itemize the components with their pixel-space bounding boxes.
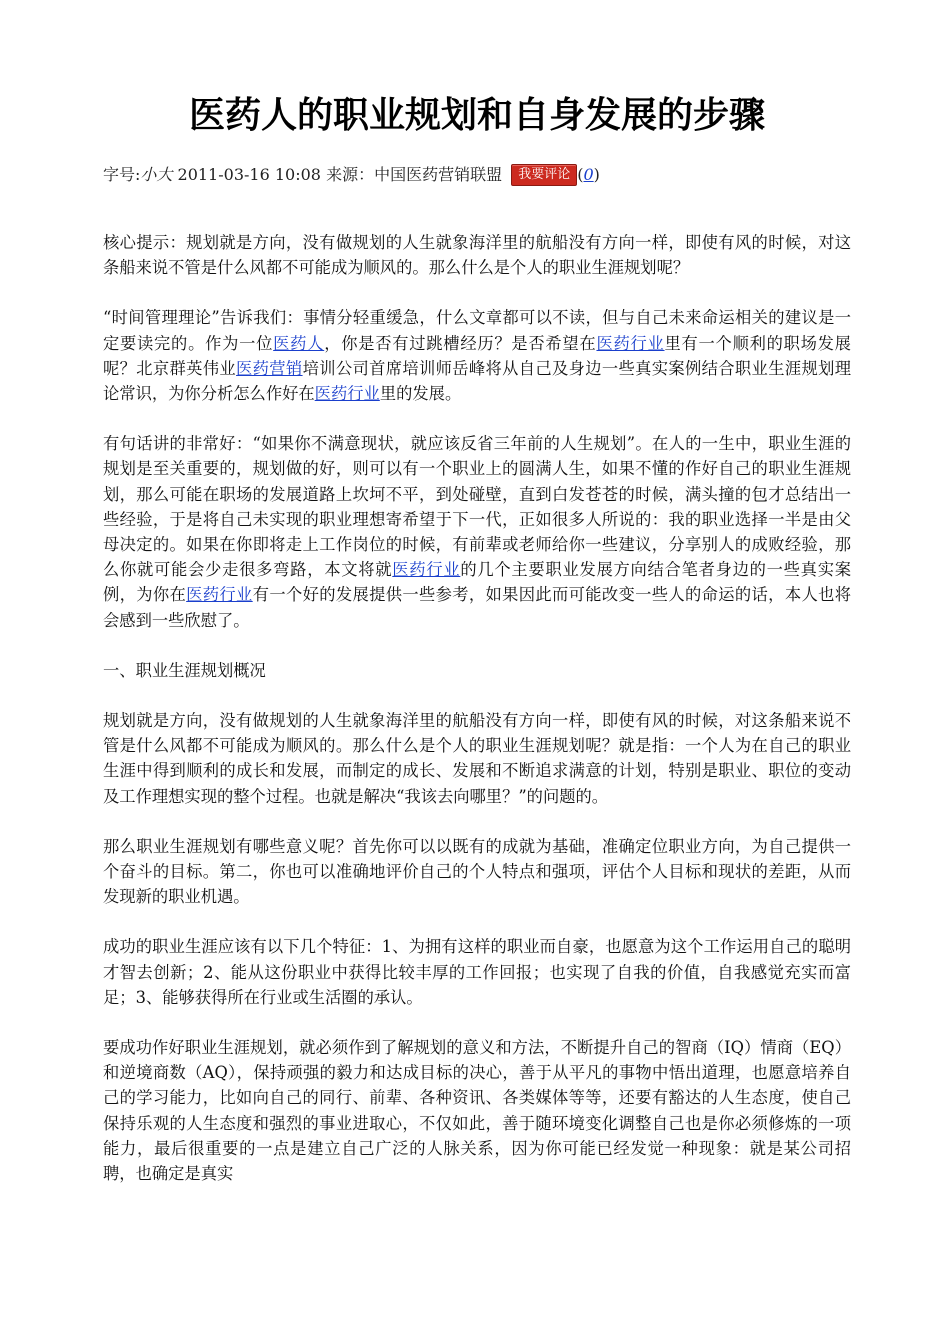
- link-pharma-industry[interactable]: 医药行业: [596, 333, 665, 353]
- link-pharma-industry[interactable]: 医药行业: [392, 560, 461, 580]
- author: 小大: [140, 165, 173, 184]
- source-label: 来源：: [326, 165, 375, 184]
- paragraph-text: 培训公司首席培训师岳峰将从自己及身边一些真实案例结合职业生涯规划理论常识，为你分析怎么作好在: [103, 358, 851, 404]
- comment-paren-open: (: [577, 165, 584, 184]
- page-title: 医药人的职业规划和自身发展的步骤: [188, 95, 765, 136]
- link-pharma-industry[interactable]: 医药行业: [314, 384, 380, 404]
- link-pharma-industry[interactable]: 医药行业: [186, 585, 253, 605]
- paragraph-text: 里有一个顺利的职场发展呢？北京群英伟业: [103, 333, 851, 378]
- paragraph-text: 的几个主要职业发展方向结合笔者身边的一些真实案例，为你在: [103, 560, 851, 605]
- paragraph-text: 里的发展。: [379, 384, 462, 404]
- paragraph-7: 要成功作好职业生涯规划，就必须作到了解规划的意义和方法，不断提升自己的智商（IQ）情商（EQ）和逆境商数（AQ），保持顽强的毅力和达成目标的决心，善于从平凡的事物中悟出道理，也愿意培养自己的学习能力，比如向自己的同行、前辈、各种资讯、各类媒体等等，还要有豁达的人生态度，使自己保持乐观的人生态度和强烈的事业进取心，不仅如此，善于随环境变化调整自己也是你必须修炼的一项能力，最后很重要的一点是建立自己广泛的人脉关系，因为你可能已经发觉一种现象：就是某公司招聘，也确定是真实: [103, 1038, 851, 1184]
- paragraph-2: [103, 305, 851, 406]
- paragraph-6: 成功的职业生涯应该有以下几个特征：1、为拥有这样的职业而自豪，也愿意为这个工作运用自己的聪明才智去创新；2、能从这份职业中获得比较丰厚的工作回报；也实现了自我的价值，自我感觉充实而富足；3、能够获得所在行业或生活圈的承认。: [103, 937, 851, 1007]
- comment-paren-close: ): [593, 165, 600, 184]
- paragraph-text: “时间管理理论”告诉我们：事情分轻重缓急，什么文章都可以不读，但与自己未来命运相关的建议是一定要读完的。作为一位: [103, 308, 851, 353]
- paragraph-3: [103, 431, 851, 633]
- comment-count-link[interactable]: 0: [583, 165, 594, 184]
- paragraph-text: 有一个好的发展提供一些参考，如果因此而可能改变一些人的命运的话，本人也将会感到一些欣慰了。: [103, 585, 851, 630]
- font-size-label: 字号:: [103, 165, 141, 184]
- source-name: 中国医药营销联盟: [374, 165, 503, 184]
- paragraph-text: ，你是否有过跳槽经历？是否希望在: [324, 333, 597, 353]
- comment-button[interactable]: 我要评论: [511, 164, 577, 186]
- article-body: [103, 230, 851, 1211]
- publish-datetime: 2011-03-16 10:08: [177, 165, 321, 184]
- link-pharma-marketing[interactable]: 医药营销: [236, 358, 303, 378]
- paragraph-4: 规划就是方向，没有做规划的人生就象海洋里的航船没有方向一样，即使有风的时候，对这条船来说不管是什么风都不可能成为顺风的。那么什么是个人的职业生涯规划呢？就是指：一个人为在自己的职业生涯中得到顺利的成长和发展，而制定的成长、发展和不断追求满意的计划，特别是职业、职位的变动及工作理想实现的整个过程。也就是解决“我该去向哪里？”的问题的。: [103, 711, 851, 806]
- link-pharma-person[interactable]: 医药人: [273, 333, 325, 353]
- section-heading: 一、职业生涯规划概况: [103, 660, 266, 680]
- summary-paragraph: 核心提示：规划就是方向，没有做规划的人生就象海洋里的航船没有方向一样，即使有风的时候，对这条船来说不管是什么风都不可能成为顺风的。那么什么是个人的职业生涯规划呢？: [103, 233, 851, 278]
- article-meta: [103, 162, 600, 188]
- paragraph-text: 有句话讲的非常好：“如果你不满意现状，就应该反省三年前的人生规划”。在人的一生中，职业生涯的规划是至关重要的，规划做的好，则可以有一个职业上的圆满人生，如果不懂的作好自己的职业生涯规划，那么可能在职场的发展道路上坎坷不平，到处碰壁，直到白发苍苍的时候，满头撞的包才总结出一些经验，于是将自己未实现的职业理想寄希望于下一代，正如很多人所说的：我的职业选择一半是由父母决定的。如果在你即将走上工作岗位的时候，有前辈或老师给你一些建议，分享别人的成败经验，那么你就可能会少走很多弯路，本文将就: [103, 434, 851, 580]
- paragraph-5: 那么职业生涯规划有哪些意义呢？首先你可以以既有的成就为基础，准确定位职业方向，为自己提供一个奋斗的目标。第二，你也可以准确地评价自己的个人特点和强项，评估个人目标和现状的差距，从而发现新的职业机遇。: [103, 836, 851, 907]
